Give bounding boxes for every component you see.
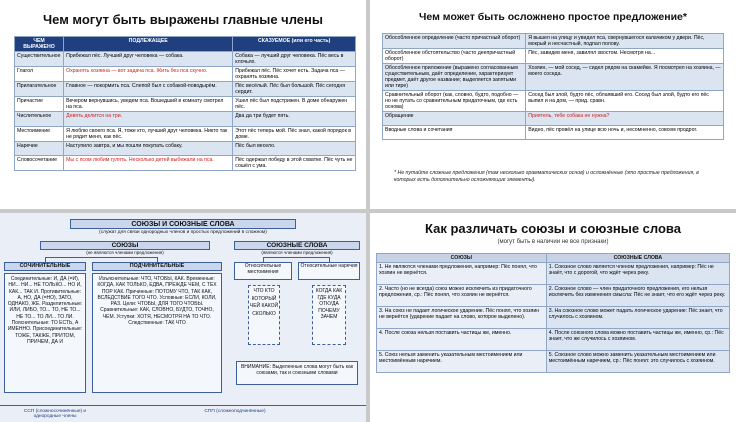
- scheme-title: СОЮЗЫ И СОЮЗНЫЕ СЛОВА: [70, 219, 296, 229]
- subordinating-list: Изъяснительные: ЧТО, ЧТОБЫ, КАК. Временные: КОГДА, КАК ТОЛЬКО, ЕДВА, ПРЕЖДЕ ЧЕМ, С ТЕХ ПОР КАК. Причинные: ПОТОМУ ЧТО, ТАК КАК, ВСЛЕДСТВИЕ ТОГО ЧТО. Условные: ЕСЛИ, КОЛИ, РАЗ. Цели: ЧТОБЫ, ДЛЯ ТОГО ЧТОБЫ. Сравнительные: КАК, СЛОВНО, БУДТО, ТОЧНО, ЧЕМ. Уступки: ХОТЯ, НЕСМОТРЯ НА ТО ЧТО. Следственные: ТАК ЧТО: [92, 273, 222, 393]
- table-cell: Наступило завтра, и мы пошли покупать собаку.: [64, 141, 233, 156]
- table-cell: Я люблю своего пса. Я, тоже кто, лучший друг человека. Никто так не рядит меня, как пёс.: [64, 126, 233, 141]
- table-row: [383, 34, 724, 49]
- table-cell: 5. Союз нельзя заменить указательным местоимением или местоимённым наречием.: [377, 351, 547, 373]
- table-cell: Причастие: [15, 97, 64, 112]
- table-row: [377, 329, 730, 351]
- main-members-slide: [0, 0, 366, 209]
- table-cell: Обособленное приложение (выражено согласованным существительным, даёт определение, характеризует предмет, даёт другое название; выделяется запятыми или тире): [383, 64, 526, 91]
- table-cell: Хозяин, — мой сосед, — сидел рядом на скамейке. Я посмотрел на хозяина, — моего соседа.: [526, 64, 724, 91]
- table-cell: Девять делится на три.: [64, 112, 233, 127]
- adverbs-list: КОГДА КАК ГДЕ КУДА ОТКУДА ПОЧЕМУ ЗАЧЕМ: [312, 285, 346, 345]
- footer-right: СПП (сложноподчинённые): [204, 409, 266, 414]
- table-cell: Пёс весёлый. Пёс был большой. Пёс сегодня сердит.: [233, 82, 356, 97]
- table-row: [15, 82, 356, 97]
- table-cell: Обособленное обстоятельство (часто деепричастный оборот): [383, 49, 526, 64]
- union-words-subtitle: (являются членами предложения): [261, 250, 333, 255]
- distinguish-slide: [370, 213, 736, 422]
- complications-table: [382, 33, 724, 140]
- table-cell: Числительное: [15, 112, 64, 127]
- table-header: СКАЗУЕМОЕ (или его часть): [233, 37, 356, 52]
- table-cell: 1. Не являются членами предложения, например: Пёс понял, что хозяин не вернётся.: [377, 263, 547, 285]
- coordinating-header: СОЧИНИТЕЛЬНЫЕ: [4, 262, 86, 271]
- table-cell: 4. После союза нельзя поставить частицы же, именно.: [377, 329, 547, 351]
- table-cell: Глагол: [15, 67, 64, 82]
- subordinating-header: ПОДЧИНИТЕЛЬНЫЕ: [92, 262, 222, 271]
- table-cell: Ушел пёс был подстрижен. В доме обнаружен пёс.: [233, 97, 356, 112]
- slide-subtitle: (могут быть в наличии не все признаки): [497, 239, 609, 245]
- table-cell: Этот пёс теперь мой. Пёс знал, какой порядок в доме.: [233, 126, 356, 141]
- table-cell: Пёс одержал победу в этой схватке. Пёс чуть не сошёл с ума.: [233, 156, 356, 171]
- table-cell: Вечером вернувшись, уведем пса. Вошедший в комнату смотрел на пса.: [64, 97, 233, 112]
- table-cell: Существительное: [15, 52, 64, 67]
- table-cell: 1. Союзное слово является членом предложения, например: Пёс не знаёт, что с дорогой, что ждёт через реку.: [546, 263, 729, 285]
- table-cell: Собака — лучший друг человека. Пёс весь в клочьях.: [233, 52, 356, 67]
- table-row: [383, 64, 724, 91]
- table-row: [15, 126, 356, 141]
- main-members-table: [14, 36, 356, 171]
- table-cell: 4. После союзного слова можно поставить частицы же, именно, ср.: Пёс знает, что же случилось с хозяином.: [546, 329, 729, 351]
- table-cell: Прибежал пёс. Лучший друг человека — собака.: [64, 52, 233, 67]
- table-header: ЧЕМ ВЫРАЖЕНО: [15, 37, 64, 52]
- table-row: [383, 49, 724, 64]
- union-words-header: СОЮЗНЫЕ СЛОВА: [234, 241, 360, 250]
- table-cell: Прилагательное: [15, 82, 64, 97]
- table-cell: Пёс, завидев меня, завилял хвостом. Несмотря на...: [526, 49, 724, 64]
- table-cell: Обособленное определение (часто причастный оборот): [383, 34, 526, 49]
- table-row: [15, 156, 356, 171]
- table-cell: Мы с псом любим гулять. Несколько детей выбежали на пса.: [64, 156, 233, 171]
- table-row: [383, 126, 724, 140]
- table-cell: Пёс был весело.: [233, 141, 356, 156]
- conjunctions-scheme-slide: [0, 213, 366, 422]
- table-cell: Наречие: [15, 141, 64, 156]
- pronouns-header: Относительные местоимения: [234, 262, 292, 280]
- table-cell: Два да три будет пять.: [233, 112, 356, 127]
- table-cell: Местоимение: [15, 126, 64, 141]
- complicated-sentence-slide: [370, 0, 736, 209]
- table-row: [377, 351, 730, 373]
- table-row: [15, 141, 356, 156]
- footer-left: ССП (сложносочинённые) и однородные члены: [23, 409, 87, 419]
- table-header: ПОДЛЕЖАЩЕЕ: [64, 37, 233, 52]
- table-cell: Сосед был злой, будто пёс, облаявший его. Сосед был злой, будто его пёс выпил и на дом, — прид. сравн.: [526, 91, 724, 112]
- table-cell: Я вышел на улицу и увидел пса, свернувшегося калачиком у двери. Пёс, мокрый и несчастный, подпал полову.: [526, 34, 724, 49]
- attention-note: ВНИМАНИЕ: Выделенные слова могут быть как союзами, так и союзными словами: [236, 361, 358, 385]
- table-row: [15, 97, 356, 112]
- adverbs-header: Относительные наречия: [298, 262, 360, 280]
- table-cell: Сравнительный оборот (как, словно, будто, подобно — но не путать со сравнительным придаточным, где есть основа): [383, 91, 526, 112]
- table-cell: 2. Часто (но не всегда) союз можно исключить из придаточного предложения, ср.: Пёс понял, что хозяин не вернётся.: [377, 285, 547, 307]
- table-cell: Обращение: [383, 112, 526, 126]
- table-row: [383, 112, 724, 126]
- unions-header: СОЮЗЫ: [40, 241, 210, 250]
- table-cell: Охранять хозяина — вот задача пса. Жить без пса скучно.: [64, 67, 233, 82]
- footnote: * Не путайте сложные предложения (там несколько грамматических основ) и осложнённые (это простые предложения, в которых есть дополнительно осложняющие элементы).: [394, 170, 699, 183]
- table-row: [377, 307, 730, 329]
- table-row: [15, 112, 356, 127]
- table-header: СОЮЗЫ: [377, 254, 547, 263]
- table-row: [383, 91, 724, 112]
- table-row: [377, 263, 730, 285]
- table-cell: Видно, пёс провёл на улице всю ночь и, несомненно, совсем продрог.: [526, 126, 724, 140]
- scheme-subtitle: (служат для связи однородных членов и простых предложений в сложном): [99, 230, 267, 235]
- slide-title: Как различать союзы и союзные слова: [425, 221, 681, 236]
- table-cell: Вводные слова и сочетания: [383, 126, 526, 140]
- table-cell: Словосочетание: [15, 156, 64, 171]
- table-cell: 2. Союзное слово — член придаточного предложения, его нельзя исключить без изменения смысла: Пёс не знает, что его ждёт через реку.: [546, 285, 729, 307]
- table-row: [377, 285, 730, 307]
- table-cell: 5. Союзное слово можно заменить указательным местоимением или местоимённым наречием, ср.: Пёс понял: это случилось с хозяином.: [546, 351, 729, 373]
- table-cell: Главное — покормить пса. Слепой был с собакой-поводырём.: [64, 82, 233, 97]
- slide-title: Чем может быть осложнено простое предложение*: [419, 11, 687, 23]
- table-header: СОЮЗНЫЕ СЛОВА: [546, 254, 729, 263]
- distinguish-table: [376, 253, 730, 373]
- coordinating-list: Соединительные: И, ДА (=И), НИ... НИ... НЕ ТОЛЬКО... НО И, КАК... ТАК И. Противительные: А, НО, ДА (=НО), ЗАТО, ОДНАКО, ЖЕ. Разделительные: ИЛИ, ЛИБО, ТО... ТО, НЕ ТО... НЕ ТО... ТО ЛИ... ТО ЛИ. Пояснительные: ТО ЕСТЬ, А ИМЕННО. Присоединительные: ТОЖЕ, ТАКЖЕ, ПРИТОМ, ПРИЧЕМ, ДА И: [4, 273, 86, 393]
- slide-title: Чем могут быть выражены главные члены: [43, 12, 323, 27]
- table-row: [15, 52, 356, 67]
- pronouns-list: ЧТО КТО КОТОРЫЙ ЧЕЙ КАКОЙ СКОЛЬКО: [248, 285, 280, 345]
- unions-subtitle: (не являются членами предложения): [86, 250, 164, 255]
- table-cell: 3. На союз не падает логическое ударение. Пёс понял, что хозяин не вернётся (ударение падает на слово, которое выделено).: [377, 307, 547, 329]
- table-row: [15, 67, 356, 82]
- table-cell: Прибежал пёс. Пёс хочет есть. Задача пса — охранять хозяина.: [233, 67, 356, 82]
- table-cell: Приятель, тебе собака не нужна?: [526, 112, 724, 126]
- table-cell: 3. На союзное слово может падать логическое ударение: Пёс знает, что случилось с хозяином.: [546, 307, 729, 329]
